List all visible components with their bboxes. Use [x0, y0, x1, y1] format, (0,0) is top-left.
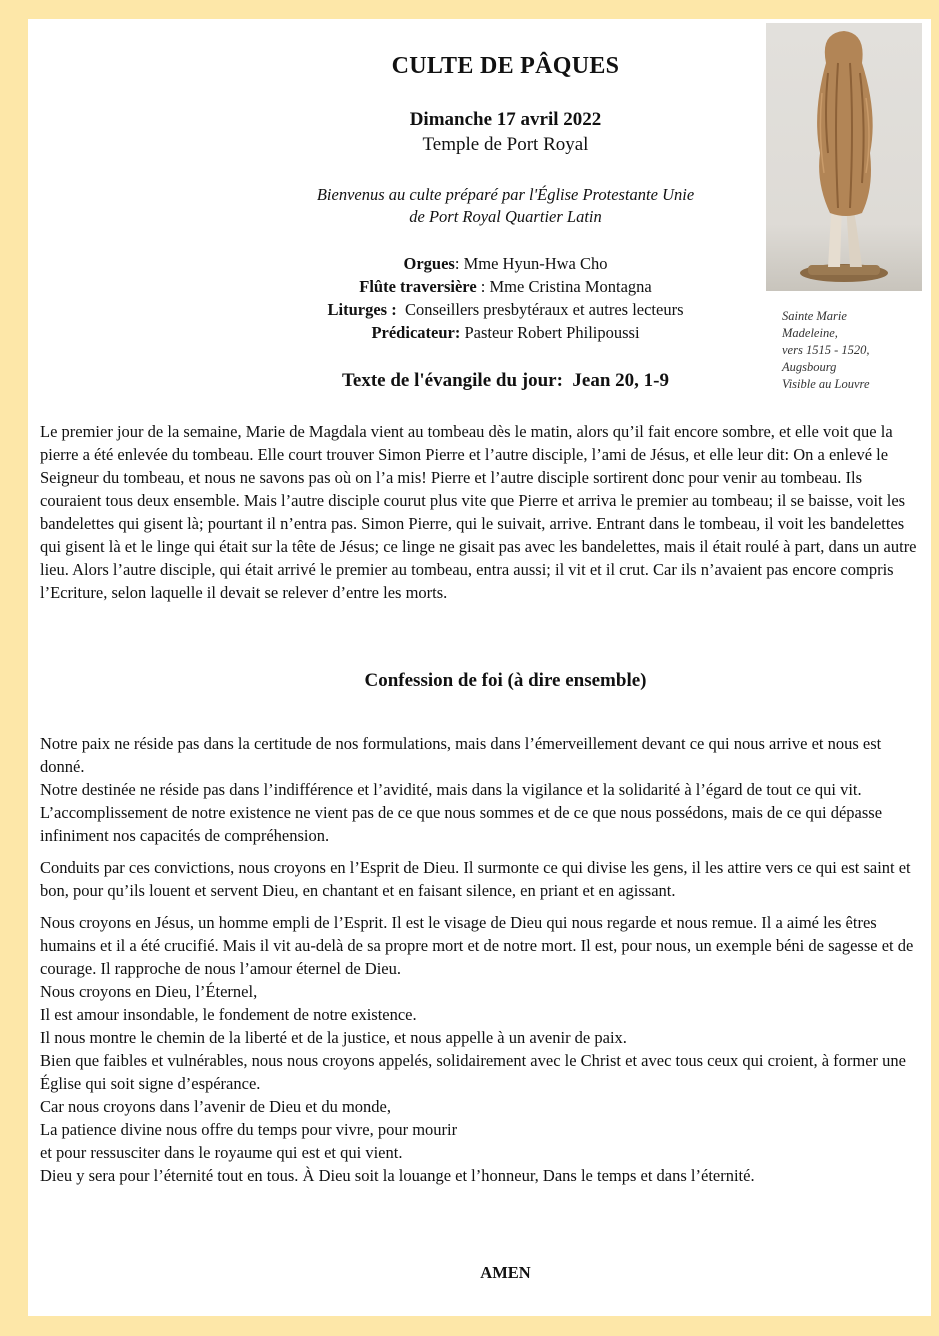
confession-line: La patience divine nous offre du temps pour vivre, pour mourir: [40, 1120, 458, 1139]
gospel-passage: [40, 420, 920, 604]
credit-organ: [178, 252, 833, 275]
credit-role: Liturges :: [327, 300, 397, 319]
credit-liturgists: [178, 298, 833, 321]
confession-line: Bien que faibles et vulnérables, nous nous croyons appelés, solidairement avec le Christ et avec tous ceux qui croient, à former une Église qui soit signe d’espérance.: [40, 1051, 906, 1093]
credit-role: Orgues: [403, 254, 455, 273]
caption-line: Visible au Louvre: [782, 377, 870, 391]
caption-line: Sainte Marie: [782, 309, 847, 323]
closing-amen: AMEN: [480, 1263, 531, 1282]
gospel-heading: Texte de l'évangile du jour: Jean 20, 1-9: [341, 370, 670, 391]
confession-line: Conduits par ces convictions, nous croyons en l’Esprit de Dieu. Il surmonte ce qui divise les gens, il les attire vers ce qui est saint et bon, pour qu’ils louent et servent Dieu, en chantant et en faisant silence, en priant et en agissant.: [40, 858, 911, 900]
credit-name: Conseillers presbytéraux et autres lecteurs: [404, 300, 684, 319]
confession-line: Nous croyons en Dieu, l’Éternel,: [40, 982, 258, 1001]
gospel-paragraph: Le premier jour de la semaine, Marie de Magdala vient au tombeau dès le matin, alors qu’il fait encore sombre, et elle voit que la pierre a été enlevée du tombeau. Elle court trouver Simon Pierre et l’autre disciple, l’ami de Jésus, et elle leur dit: On a enlevé le Seigneur du tombeau, et nous ne savons pas où on l’a mis! Pierre et l’autre disciple sortirent donc pour venir au tombeau. Ils couraient tous deux ensemble. Mais l’autre disciple courut plus vite que Pierre et arriva le premier au tombeau; il se baisse, voit les bandelettes qui gisent là; pourtant il n’entra pas. Simon Pierre, qui le suivait, arrive. Entrant dans le tombeau, il voit les bandelettes qui gisent là et le linge qui était sur la tête de Jésus; ce linge ne gisait pas avec les bandelettes, mais il était roulé à part, dans un autre lieu. Alors l’autre disciple, qui était arrivé le premier au tombeau, entra aussi; il vit et il crut. Car ils n’avaient pas encore compris l’Ecriture, selon laquelle il devait se relever d’entre les morts.: [40, 422, 917, 602]
confession-text: [40, 732, 920, 1187]
artwork-image: [766, 23, 922, 291]
credit-role: Flûte traversière: [359, 277, 477, 296]
confession-line: L’accomplissement de notre existence ne vient pas de ce que nous sommes et de ce que nous possédons, mais de ce qui dépasse infiniment nos capacités de compréhension.: [40, 803, 883, 845]
bulletin-page: [28, 19, 931, 1316]
confession-line: Notre paix ne réside pas dans la certitude de nos formulations, mais dans l’émerveillement devant ce qui nous arrive et nous est donné.: [40, 734, 882, 776]
artwork-caption: [782, 308, 927, 393]
confession-line: Notre destinée ne réside pas dans l’indifférence et l’avidité, mais dans la vigilance et la solidarité à l’égard de tout ce qui vit.: [40, 780, 862, 799]
confession-heading: Confession de foi (à dire ensemble): [364, 670, 647, 691]
confession-line: Nous croyons en Jésus, un homme empli de l’Esprit. Il est le visage de Dieu qui nous regarde et nous remue. Il a aimé les êtres humains et il a été crucifié. Mais il vit au-delà de sa propre mort et de notre mort. Il est, pour nous, un exemple béni de sagesse et de courage. Il rapproche de nous l’amour éternel de Dieu.: [40, 913, 914, 978]
welcome-line-1: Bienvenus au culte préparé par l'Église Protestante Unie: [316, 185, 695, 204]
service-date: Dimanche 17 avril 2022: [409, 109, 602, 130]
confession-line: Il nous montre le chemin de la liberté et de la justice, et nous appelle à un avenir de paix.: [40, 1028, 627, 1047]
caption-line: vers 1515 - 1520,: [782, 343, 870, 357]
welcome-message: [178, 184, 833, 228]
credit-name: Mme Hyun-Hwa Cho: [463, 254, 608, 273]
caption-line: Madeleine,: [782, 326, 838, 340]
credit-separator: [397, 300, 405, 319]
confession-line: Dieu y sera pour l’éternité tout en tous. À Dieu soit la louange et l’honneur, Dans le temps et dans l’éternité.: [40, 1166, 755, 1185]
confession-line: Car nous croyons dans l’avenir de Dieu et du monde,: [40, 1097, 391, 1116]
welcome-line-2: de Port Royal Quartier Latin: [409, 207, 602, 226]
credits-list: [178, 252, 833, 344]
confession-line: et pour ressusciter dans le royaume qui est et qui vient.: [40, 1143, 403, 1162]
credit-name: Pasteur Robert Philipoussi: [464, 323, 640, 342]
service-venue: Temple de Port Royal: [422, 134, 589, 155]
caption-line: Augsbourg: [782, 360, 837, 374]
credit-separator: :: [454, 254, 464, 273]
credit-separator: :: [476, 277, 490, 296]
credit-role: Prédicateur:: [371, 323, 461, 342]
confession-line: Il est amour insondable, le fondement de notre existence.: [40, 1005, 417, 1024]
credit-name: Mme Cristina Montagna: [489, 277, 652, 296]
credit-flute: [178, 275, 833, 298]
page-title: CULTE DE PÂQUES: [391, 53, 620, 79]
credit-preacher: [178, 321, 833, 344]
statue-illustration: [766, 23, 922, 291]
